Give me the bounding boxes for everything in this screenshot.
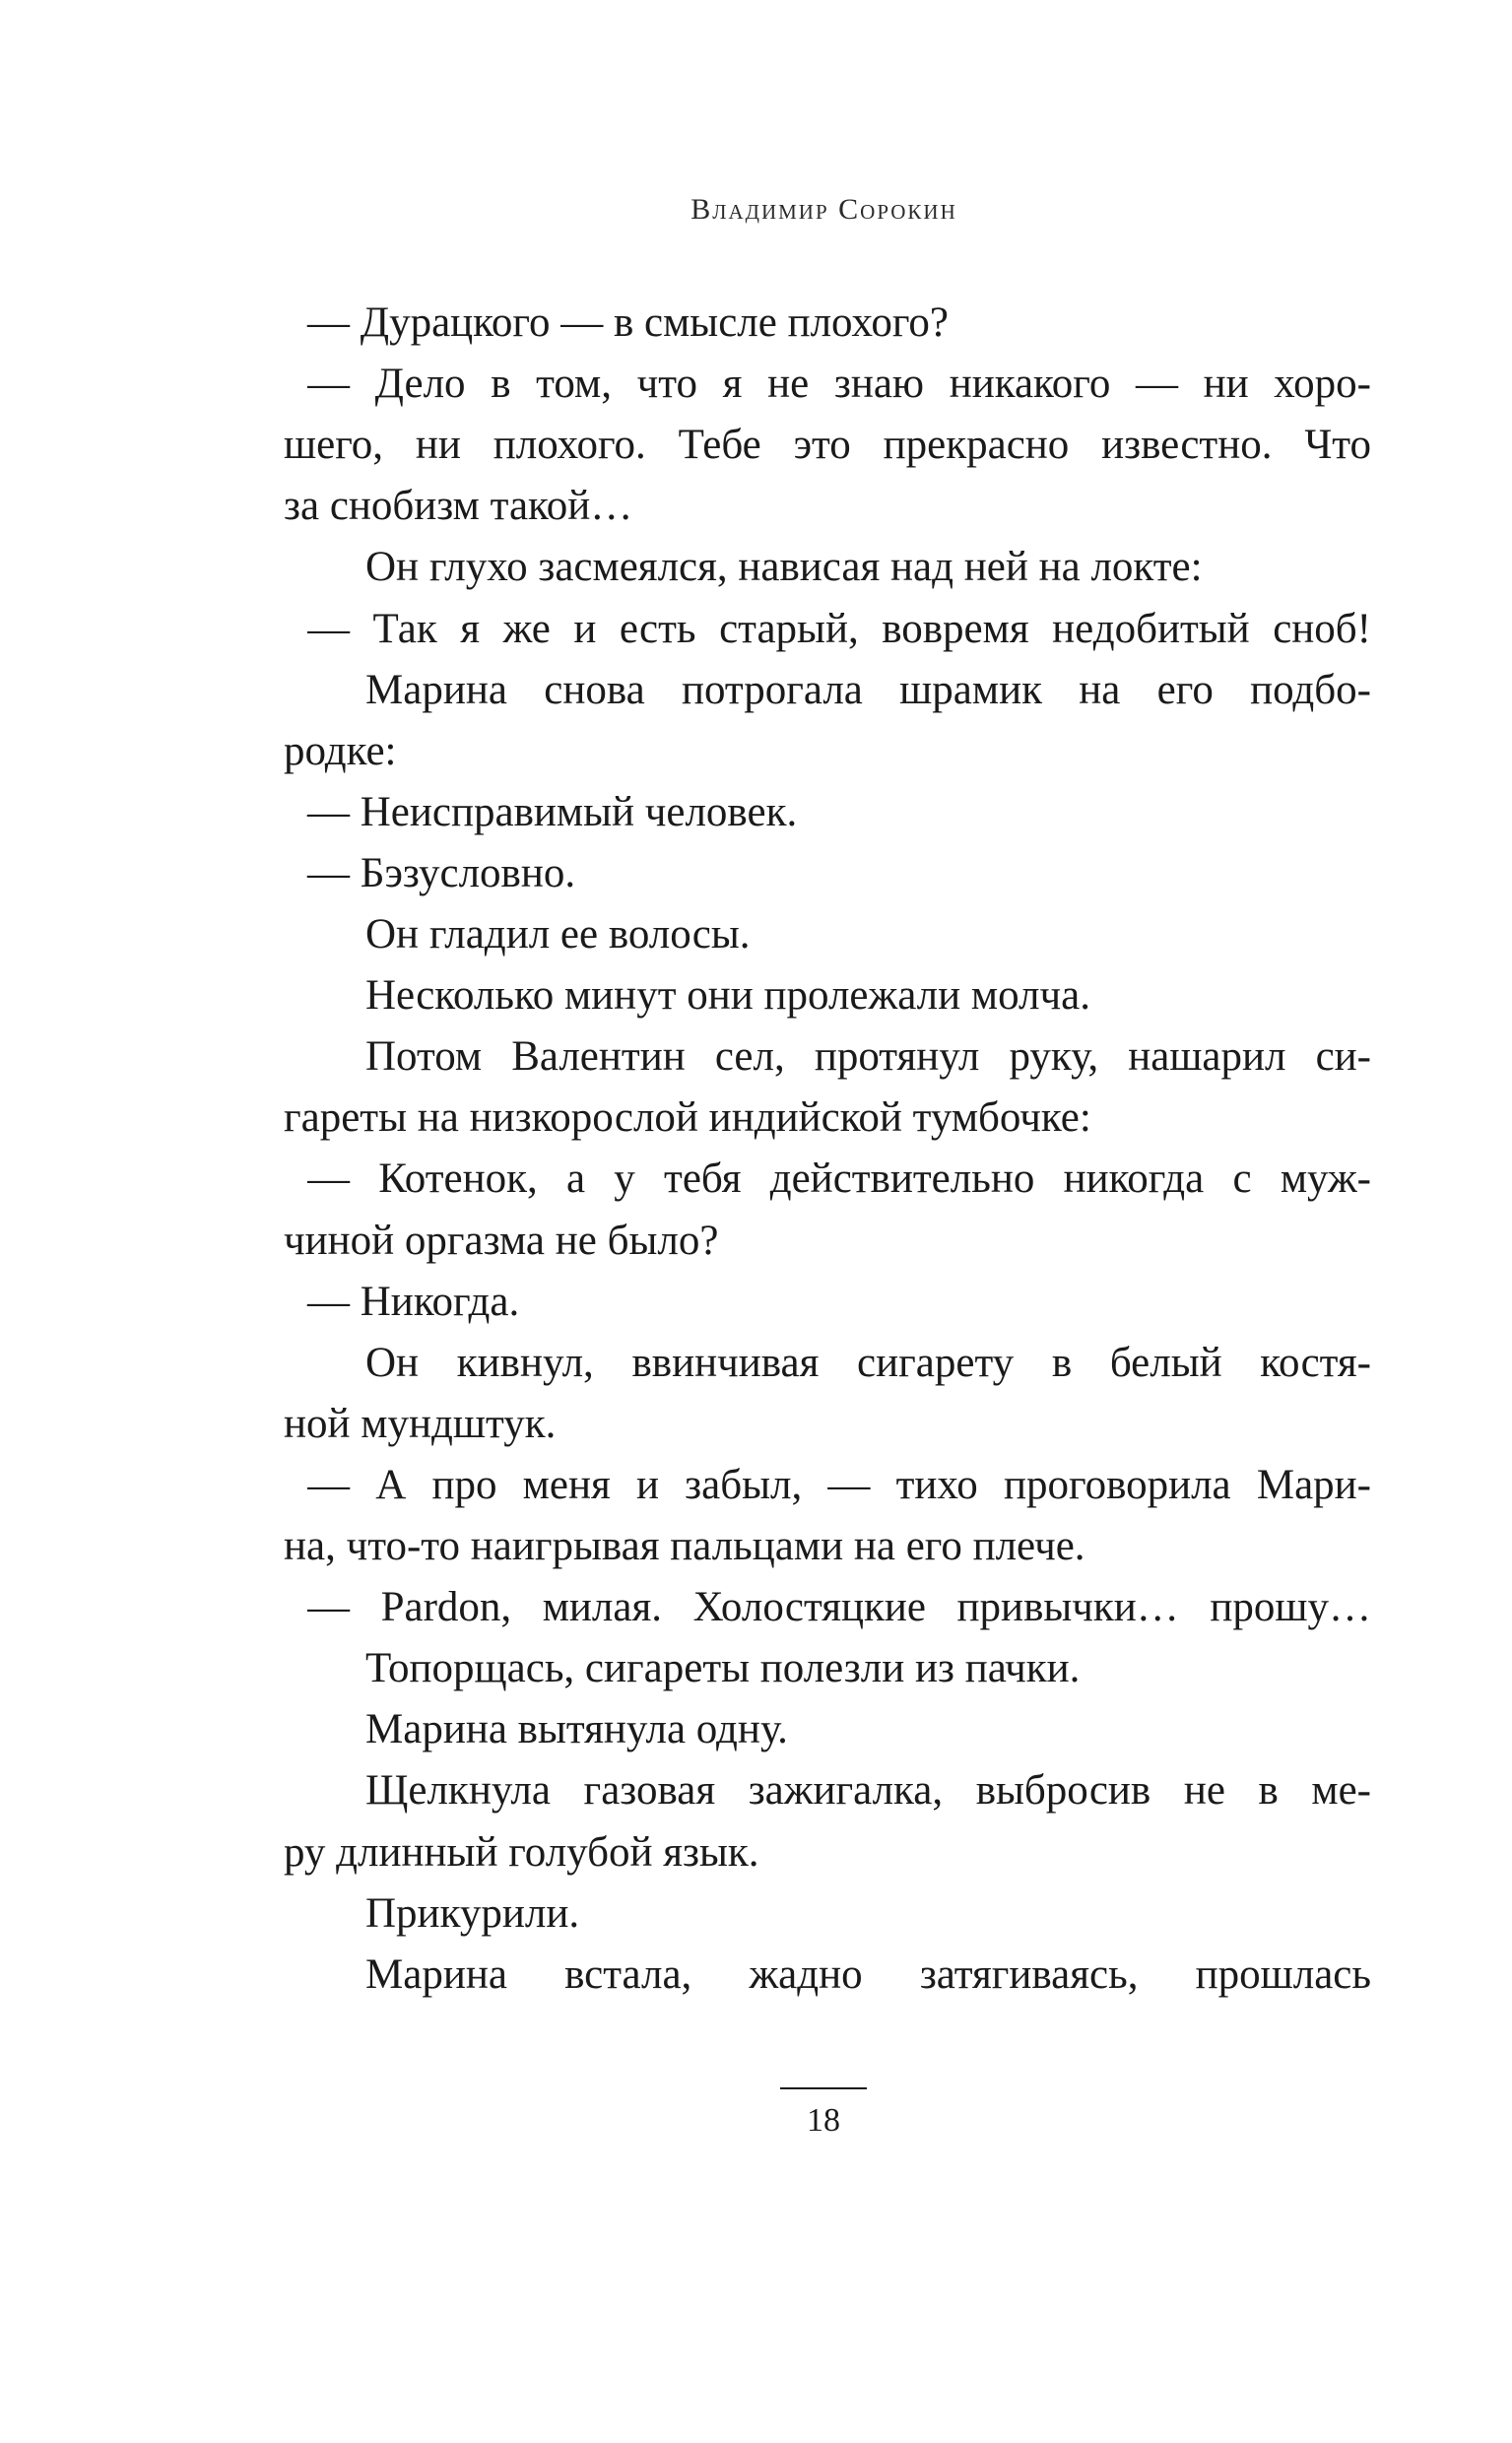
text-line: Потом Валентин сел, протянул руку, нашарил си- [365, 1033, 1371, 1081]
text-line: — Неисправимый человек. [307, 788, 798, 835]
text-line: ру длинный голубой язык. [284, 1828, 759, 1876]
text-line: родке: [284, 727, 397, 774]
running-head-author: Владимир Сорокин [690, 193, 957, 226]
text-line: ной мундштук. [284, 1400, 557, 1447]
page-number: 18 [807, 2102, 840, 2139]
text-line: Он гладил ее волосы. [365, 911, 751, 957]
text-line: Топорщась, сигареты полезли из пачки. [365, 1645, 1081, 1692]
text-line: — Так я же и есть старый, вовремя недобитый сноб! [307, 605, 1371, 652]
text-line: — Дурацкого — в смысле плохого? [307, 299, 949, 346]
text-line: Щелкнула газовая зажигалка, выбросив не в ме- [365, 1767, 1371, 1815]
text-line: чиной оргазма не было? [284, 1217, 719, 1264]
text-line: Он кивнул, ввинчивая сигарету в белый костя- [365, 1339, 1371, 1386]
text-line: — Котенок, а у тебя действительно никогда с муж- [307, 1155, 1371, 1203]
text-line: Марина встала, жадно затягиваясь, прошлась [365, 1950, 1371, 1998]
text-line: за снобизм такой… [284, 483, 633, 530]
text-line: Несколько минут они пролежали молча. [365, 972, 1090, 1020]
text-line: на, что-то наигрывая пальцами на его плече. [284, 1523, 1085, 1569]
text-line: Марина вытянула одну. [365, 1706, 788, 1753]
text-line: гареты на низкорослой индийской тумбочке: [284, 1094, 1091, 1142]
text-line: — А про меня и забыл, — тихо проговорила Мари- [307, 1461, 1371, 1508]
text-line: — Никогда. [307, 1278, 520, 1325]
text-line: шего, ни плохого. Тебе это прекрасно известно. Что [284, 422, 1371, 469]
text-line: — Pardon, милая. Холостяцкие привычки… прошу… [307, 1584, 1371, 1631]
text-line: Он глухо засмеялся, нависая над ней на локте: [365, 544, 1203, 591]
text-line: Прикурили. [365, 1889, 580, 1937]
text-line: Марина снова потрогала шрамик на его подбо- [365, 666, 1371, 713]
text-line: — Дело в том, что я не знаю никакого — ни хоро- [307, 361, 1371, 408]
text-line: — Бэзусловно. [307, 849, 576, 896]
folio-rule [780, 2087, 867, 2089]
